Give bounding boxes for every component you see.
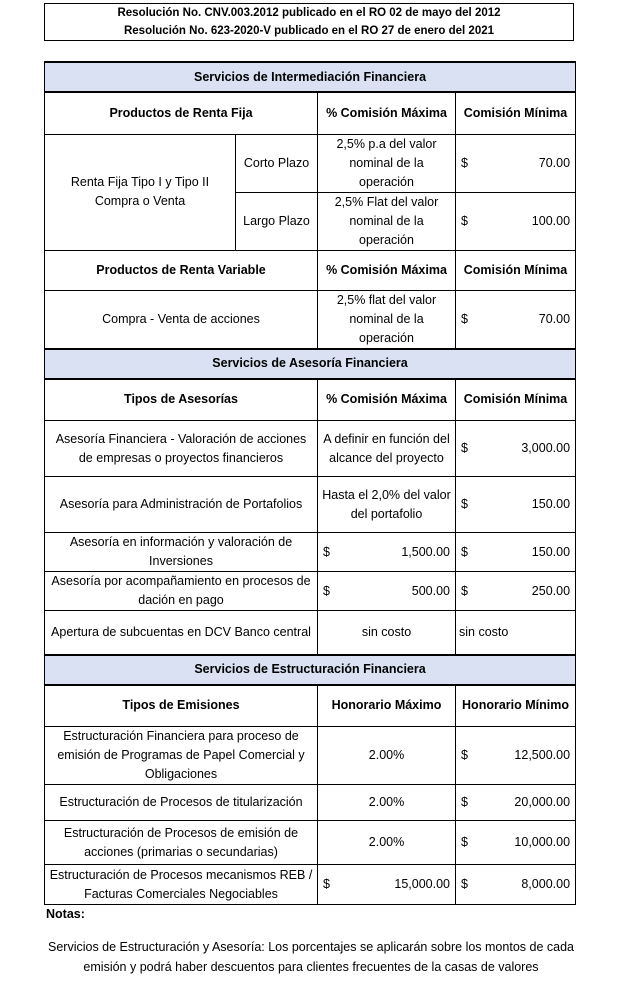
amount: 150.00 <box>531 497 571 511</box>
column-header: Productos de Renta Fija <box>45 92 318 134</box>
max-commission: sin costo <box>318 611 456 655</box>
column-header: Comisión Mínima <box>456 250 576 290</box>
service-label: Asesoría en información y valoración de Inversiones <box>45 533 318 572</box>
emission-label: Estructuración de Procesos mecanismos REB / Facturas Comerciales Negociables <box>45 865 318 905</box>
max-commission: 2,5% Flat del valor nominal de la operación <box>318 192 456 250</box>
max-fee: 2.00% <box>318 785 456 821</box>
emission-label: Estructuración de Procesos de titularización <box>45 785 318 821</box>
table-row <box>45 611 576 655</box>
column-header: Comisión Mínima <box>456 379 576 421</box>
term-label: Corto Plazo <box>236 134 318 192</box>
min-commission <box>456 421 576 477</box>
table-row <box>45 865 576 905</box>
min-commission <box>456 533 576 572</box>
amount: 150.00 <box>531 544 571 559</box>
service-label: Asesoría Financiera - Valoración de acciones de empresas o proyectos financieros <box>45 421 318 477</box>
currency-symbol: $ <box>461 583 468 598</box>
amount: 3,000.00 <box>521 441 571 455</box>
max-commission: 2,5% flat del valor nominal de la operación <box>318 290 456 349</box>
currency-symbol: $ <box>461 155 468 170</box>
table-row <box>45 727 576 785</box>
column-header: Honorario Mínimo <box>456 685 576 727</box>
min-fee <box>456 727 576 785</box>
currency-symbol: $ <box>461 877 468 891</box>
column-header: % Comisión Máxima <box>318 379 456 421</box>
min-commission: sin costo <box>456 611 576 655</box>
table-row <box>45 421 576 477</box>
table-row <box>45 821 576 865</box>
max-commission <box>318 533 456 572</box>
currency-symbol: $ <box>461 441 468 455</box>
column-header: % Comisión Máxima <box>318 250 456 290</box>
table-header-row <box>45 250 576 290</box>
amount: 12,500.00 <box>514 748 571 762</box>
currency-symbol: $ <box>323 544 330 559</box>
currency-symbol: $ <box>461 748 468 762</box>
min-commission <box>456 134 576 192</box>
notes-text: Servicios de Estructuración y Asesoría: Los porcentajes se aplicarán sobre los montos de cada emisión y podrá haber descuentos para clientes frecuentes de la casas de valores <box>48 940 574 974</box>
amount: 250.00 <box>531 583 571 598</box>
amount: 1,500.00 <box>401 544 450 559</box>
resolution-line-2: Resolución No. 623-2020-V publicado en el RO 27 de enero del 2021 <box>123 25 495 37</box>
table-header-row <box>45 379 576 421</box>
emission-label: Estructuración de Procesos de emisión de acciones (primarias o secundarias) <box>45 821 318 865</box>
resolution-header <box>44 3 574 41</box>
emission-label: Estructuración Financiera para proceso de emisión de Programas de Papel Comercial y Obligaciones <box>45 727 318 785</box>
amount: 70.00 <box>538 311 571 326</box>
section-title: Servicios de Intermediación Financiera <box>45 62 576 92</box>
currency-symbol: $ <box>461 795 468 809</box>
section-title: Servicios de Estructuración Financiera <box>45 655 576 685</box>
min-fee <box>456 865 576 905</box>
currency-symbol: $ <box>461 544 468 559</box>
amount: 500.00 <box>411 583 450 598</box>
notes-title: Notas: <box>46 907 85 921</box>
currency-symbol: $ <box>323 877 330 891</box>
section-asesoria <box>45 349 576 379</box>
table-row <box>45 785 576 821</box>
min-commission <box>456 192 576 250</box>
max-fee: 2.00% <box>318 727 456 785</box>
service-label: Apertura de subcuentas en DCV Banco central <box>45 611 318 655</box>
service-label: Asesoría para Administración de Portafolios <box>45 477 318 533</box>
amount: 100.00 <box>531 213 571 228</box>
max-commission: 2,5% p.a del valor nominal de la operación <box>318 134 456 192</box>
column-header: Productos de Renta Variable <box>45 250 318 290</box>
max-fee: 2.00% <box>318 821 456 865</box>
max-fee <box>318 865 456 905</box>
currency-symbol: $ <box>461 311 468 326</box>
amount: 20,000.00 <box>514 795 571 809</box>
max-commission: Hasta el 2,0% del valor del portafolio <box>318 477 456 533</box>
resolution-line-1: Resolución No. CNV.003.2012 publicado en el RO 02 de mayo del 2012 <box>117 7 501 19</box>
table-header-row <box>45 685 576 727</box>
amount: 8,000.00 <box>521 877 571 891</box>
amount: 70.00 <box>538 155 571 170</box>
max-commission <box>318 572 456 611</box>
column-header: Comisión Mínima <box>456 92 576 134</box>
column-header: Honorario Máximo <box>318 685 456 727</box>
min-commission <box>456 572 576 611</box>
currency-symbol: $ <box>323 583 330 598</box>
column-header: Tipos de Emisiones <box>45 685 318 727</box>
amount: 15,000.00 <box>394 877 450 891</box>
table-row <box>45 477 576 533</box>
product-label: Renta Fija Tipo I y Tipo II Compra o Venta <box>45 134 236 250</box>
min-fee <box>456 785 576 821</box>
term-label: Largo Plazo <box>236 192 318 250</box>
table-row <box>45 290 576 349</box>
currency-symbol: $ <box>461 213 468 228</box>
product-label: Compra - Venta de acciones <box>45 290 318 349</box>
table-row <box>45 533 576 572</box>
section-intermediacion <box>45 62 576 92</box>
min-fee <box>456 821 576 865</box>
section-title: Servicios de Asesoría Financiera <box>45 349 576 379</box>
amount: 10,000.00 <box>514 835 571 849</box>
currency-symbol: $ <box>461 835 468 849</box>
min-commission <box>456 477 576 533</box>
column-header: % Comisión Máxima <box>318 92 456 134</box>
max-commission: A definir en función del alcance del proyecto <box>318 421 456 477</box>
table-row <box>45 134 576 192</box>
column-header: Tipos de Asesorías <box>45 379 318 421</box>
currency-symbol: $ <box>461 497 468 511</box>
min-commission <box>456 290 576 349</box>
section-estructuracion <box>45 655 576 685</box>
service-label: Asesoría por acompañamiento en procesos de dación en pago <box>45 572 318 611</box>
fee-table <box>44 61 576 905</box>
table-header-row <box>45 92 576 134</box>
table-row <box>45 572 576 611</box>
